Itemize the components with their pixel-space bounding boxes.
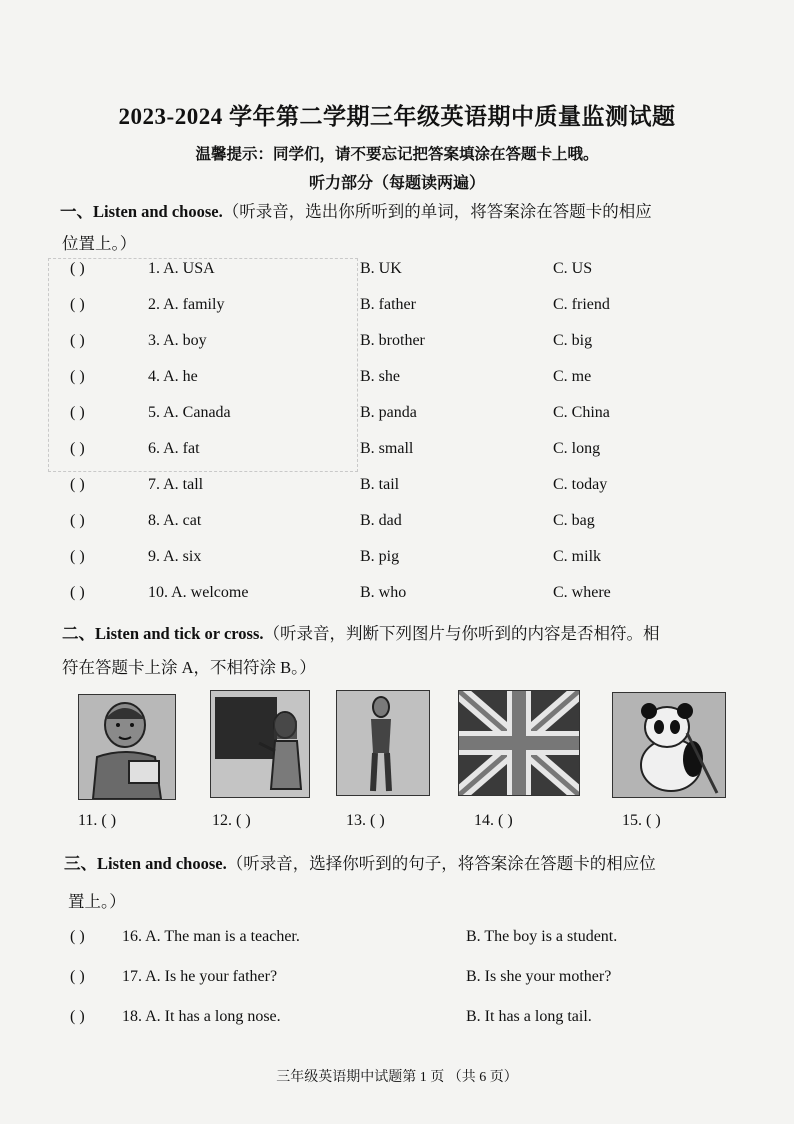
option-b: B. Is she your mother? [466,968,612,985]
option-a: 16. A. The man is a teacher. [122,928,300,945]
tip-text: 温馨提示：同学们，请不要忘记把答案填涂在答题卡上哦。 [195,146,599,163]
section3-instruction-cont: 置上。） [68,892,126,911]
section2-instruction-cont: 符在答题卡上涂 A，不相符涂 B。） [62,658,316,677]
option-a: 5. A. Canada [148,404,231,421]
section2-title: 二、Listen and tick or cross. [62,624,264,643]
option-c: C. big [553,332,593,349]
option-b: B. father [360,296,416,313]
option-b: B. brother [360,332,425,349]
option-b: B. pig [360,548,400,565]
section2-instruction: （听录音，判断下列图片与你听到的内容是否相符。相 [263,624,660,643]
option-c: C. China [553,404,610,421]
uk-flag-picture [458,690,580,796]
option-b: B. small [360,440,414,457]
option-a: 17. A. Is he your father? [122,968,278,985]
answer-blank[interactable]: ( ) [70,1008,85,1025]
answer-blank[interactable]: ( ) [70,368,85,385]
section2-heading-cont [62,654,316,678]
page-footer: 三年级英语期中试题第 1 页 （共 6 页） [276,1070,518,1085]
picture-answer-blank[interactable]: 15. ( ) [622,812,661,829]
section3-instruction: （听录音，选择你听到的句子，将答案涂在答题卡的相应位 [226,854,656,873]
picture-answer-blank[interactable]: 13. ( ) [346,812,385,829]
section1-instruction-cont: 位置上。） [62,234,137,253]
section3-heading [64,850,656,874]
page-title: 2023-2024 学年第二学期三年级英语期中质量监测试题 [118,104,676,129]
option-a: 1. A. USA [148,260,215,277]
option-c: C. today [553,476,608,493]
faded-box [48,258,358,472]
answer-blank[interactable]: ( ) [70,440,85,457]
answer-blank[interactable]: ( ) [70,296,85,313]
option-b: B. The boy is a student. [466,928,618,945]
answer-blank[interactable]: ( ) [70,548,85,565]
section1-title: 一、Listen and choose. [60,202,223,221]
picture-answer-blank[interactable]: 11. ( ) [78,812,117,829]
option-c: C. milk [553,548,602,565]
boy-with-book-picture [78,694,176,800]
option-a: 6. A. fat [148,440,200,457]
option-b: B. dad [360,512,402,529]
picture-answer-blank[interactable]: 12. ( ) [212,812,251,829]
option-c: C. US [553,260,593,277]
section3-heading-cont [68,888,126,912]
section1-instruction: （听录音，选出你所听到的单词，将答案涂在答题卡的相应 [222,202,652,221]
tall-man-picture [336,690,430,796]
option-a: 7. A. tall [148,476,204,493]
answer-blank[interactable]: ( ) [70,968,85,985]
picture-answer-blank[interactable]: 14. ( ) [474,812,513,829]
option-b: B. tail [360,476,400,493]
panda-picture [612,692,726,798]
section1-heading [60,198,652,222]
option-c: C. long [553,440,601,457]
answer-blank[interactable]: ( ) [70,476,85,493]
option-b: B. It has a long tail. [466,1008,592,1025]
option-c: C. friend [553,296,610,313]
section1-heading-cont [62,230,136,254]
option-a: 3. A. boy [148,332,207,349]
option-a: 10. A. welcome [148,584,249,601]
option-b: B. panda [360,404,417,421]
answer-blank[interactable]: ( ) [70,332,85,349]
part-heading: 听力部分（每题读两遍） [308,175,485,192]
section2-heading [62,620,660,644]
option-a: 18. A. It has a long nose. [122,1008,281,1025]
section3-title: 三、Listen and choose. [64,854,227,873]
answer-blank[interactable]: ( ) [70,512,85,529]
option-a: 9. A. six [148,548,202,565]
option-c: C. bag [553,512,595,529]
answer-blank[interactable]: ( ) [70,404,85,421]
answer-blank[interactable]: ( ) [70,928,85,945]
option-a: 2. A. family [148,296,225,313]
option-a: 8. A. cat [148,512,202,529]
option-c: C. me [553,368,592,385]
option-b: B. she [360,368,400,385]
answer-blank[interactable]: ( ) [70,260,85,277]
teacher-at-blackboard-picture [210,690,310,798]
option-b: B. UK [360,260,402,277]
option-b: B. who [360,584,407,601]
answer-blank[interactable]: ( ) [70,584,85,601]
option-a: 4. A. he [148,368,198,385]
option-c: C. where [553,584,611,601]
